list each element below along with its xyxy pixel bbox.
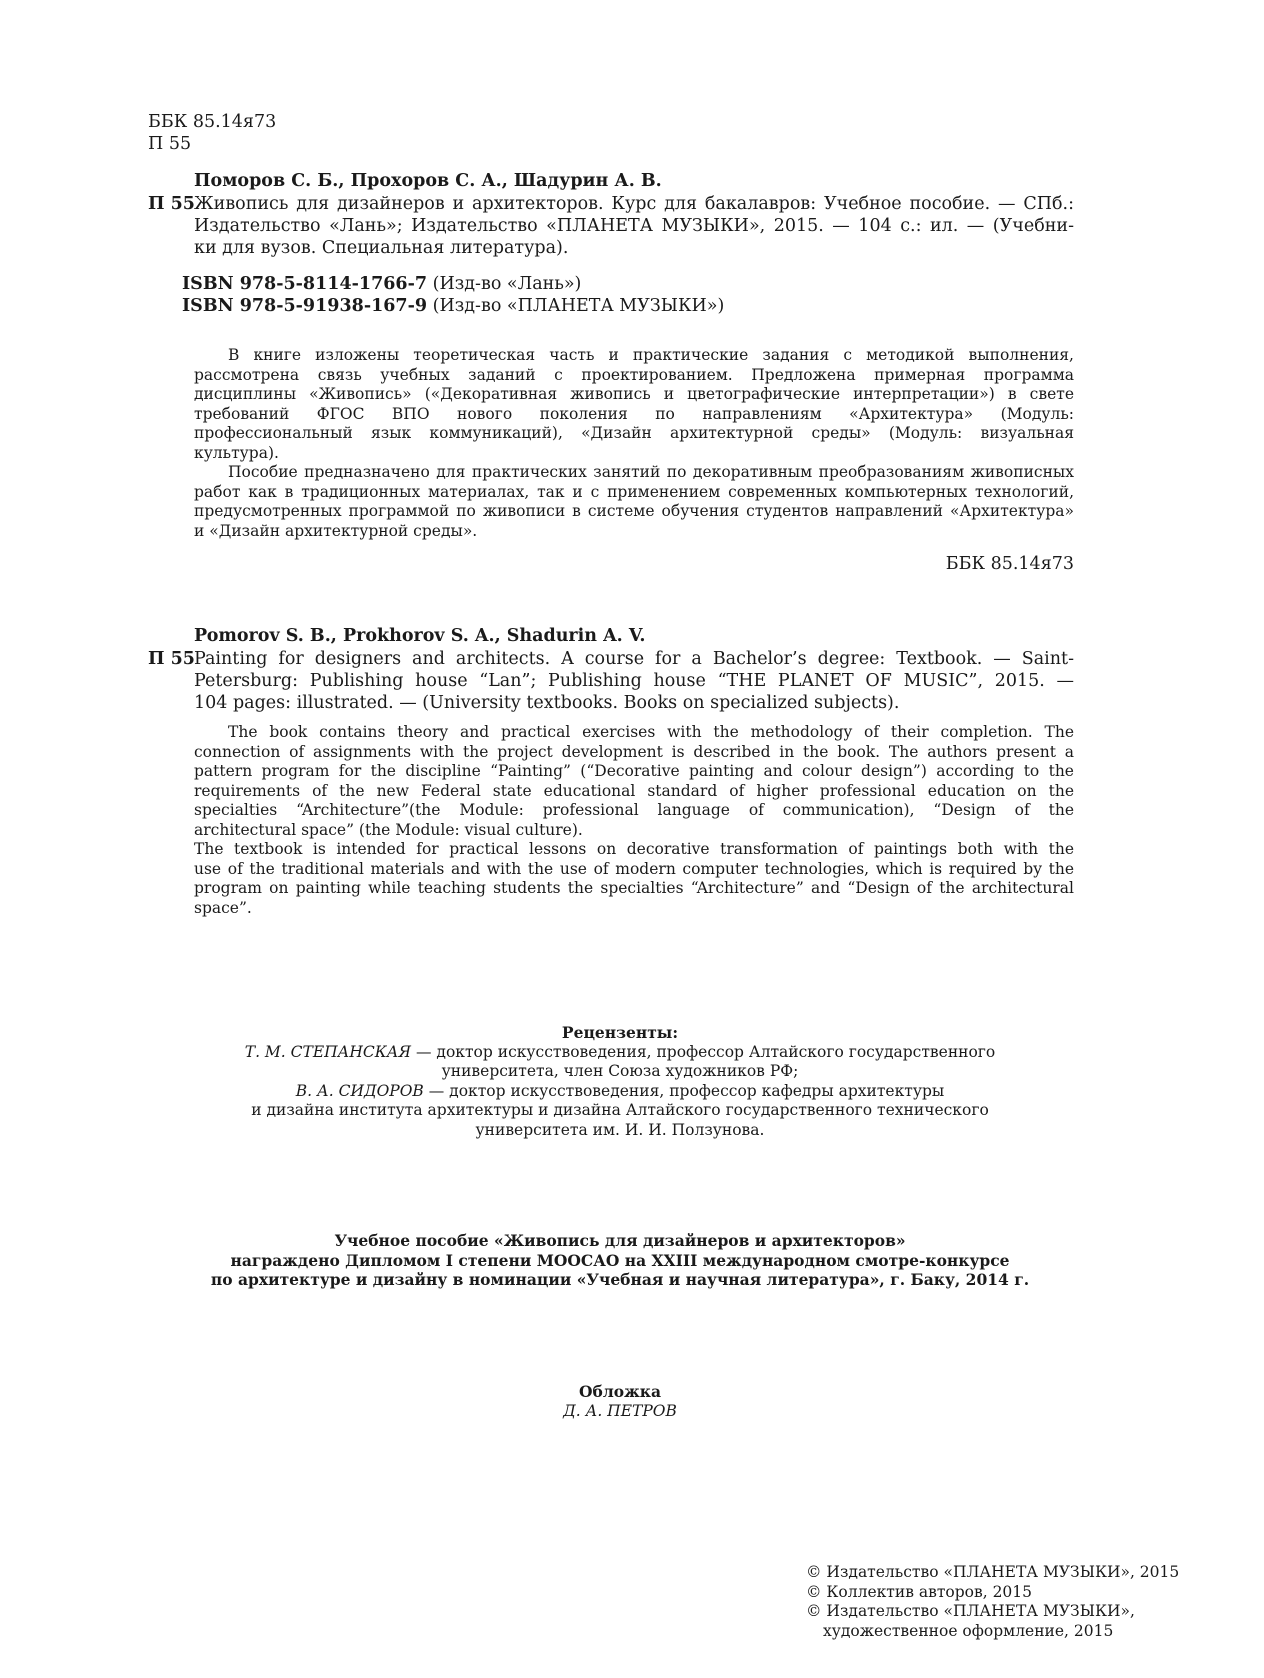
cover-designer: Д. А. ПЕТРОВ xyxy=(563,1401,677,1420)
en-abstract-line: pattern program for the discipline “Painting” (“Decorative painting and colour design”) according to the xyxy=(194,762,1074,780)
copyright-line: © Издательство «ПЛАНЕТА МУЗЫКИ», xyxy=(806,1602,1135,1620)
reviewer-2 xyxy=(160,1082,1080,1102)
cover-heading: Обложка xyxy=(579,1382,661,1401)
award-line: награждено Дипломом I степени МООСАО на XXIII международном смотре-конкурсе xyxy=(230,1250,1010,1270)
isbn-planet-number: ISBN 978-5-91938-167-9 xyxy=(182,296,428,316)
reviewer-1 xyxy=(160,1043,1080,1063)
reviewer-2-line3: университета им. И. И. Ползунова. xyxy=(475,1120,765,1139)
ru-abstract-line: дисциплины «Живопись» («Декоративная живопись и цветографические интерпретации») в свете xyxy=(194,385,1074,403)
ru-title-line: Живопись для дизайнеров и архитекторов. Курс для бакалавров: Учебное пособие. — СПб.: xyxy=(194,194,1074,214)
en-index: П 55 xyxy=(148,649,195,669)
en-authors: Pomorov S. B., Prokhorov S. A., Shadurin A. V. xyxy=(194,626,646,646)
bbk-top: ББК 85.14я73 xyxy=(148,112,277,132)
en-abstract-line: architectural space” (the Module: visual culture). xyxy=(194,820,583,839)
en-abstract-line: The book contains theory and practical exercises with the methodology of their completion. The xyxy=(228,723,1074,741)
cover-block xyxy=(400,1382,840,1421)
reviewers-heading: Рецензенты: xyxy=(561,1023,679,1042)
en-abstract-line: space”. xyxy=(194,898,252,917)
ru-abstract-line: профессиональный язык коммуникаций), «Дизайн архитектурной среды» (Модуль: визуальная xyxy=(194,424,1074,442)
award-block xyxy=(140,1231,1100,1290)
ru-abstract-line: В книге изложены теоретическая часть и практические задания с методикой выполнения, xyxy=(228,346,1074,364)
en-abstract-line: use of the traditional materials and with the use of modern computer technologies, which is required by the xyxy=(194,859,1074,878)
en-title-line: Petersburg: Publishing house “Lan”; Publishing house “THE PLANET OF MUSIC”, 2015. — xyxy=(194,671,1074,691)
award-line: по архитектуре и дизайну в номинации «Учебная и научная литература», г. Баку, 2014 г. xyxy=(210,1270,1030,1289)
copyright-line: © Издательство «ПЛАНЕТА МУЗЫКИ», 2015 xyxy=(806,1563,1180,1581)
ru-index: П 55 xyxy=(148,194,195,214)
isbn-planet-note: (Изд-во «ПЛАНЕТА МУЗЫКИ») xyxy=(432,296,725,316)
ru-abstract-line: предусмотренных программой по живописи в системе обучения студентов направлений «Архитектура» xyxy=(194,502,1074,520)
ru-abstract-line: рассмотрена связь учебных заданий с проектированием. Предложена примерная программа xyxy=(194,365,1074,384)
en-abstract-line: specialties “Architecture”(the Module: professional language of communication), “Design of the xyxy=(194,801,1074,819)
ru-title-line: ки для вузов. Специальная литература). xyxy=(194,238,569,258)
en-abstract-line: requirements of the new Federal state educational standard of higher professional education on the xyxy=(194,781,1074,800)
ru-abstract-line: и «Дизайн архитектурной среды». xyxy=(194,521,478,540)
en-title-line: Painting for designers and architects. A course for a Bachelor’s degree: Textbook. — Saint- xyxy=(194,649,1074,669)
ru-abstract-line: культура). xyxy=(194,443,279,462)
ru-bbk: ББК 85.14я73 xyxy=(945,554,1074,574)
ru-abstract-line: работ как в традиционных материалах, так и с применением современных компьютерных технологий, xyxy=(194,482,1074,501)
reviewers-block xyxy=(160,1023,1080,1140)
isbn-lan xyxy=(182,273,581,295)
copyright-line: © Коллектив авторов, 2015 xyxy=(806,1582,1033,1601)
ru-authors: Поморов С. Б., Прохоров С. А., Шадурин А. В. xyxy=(194,171,662,191)
reviewer-1-text: — доктор искусствоведения, профессор Алтайского государственного xyxy=(411,1042,996,1061)
isbn-planet xyxy=(182,295,724,317)
reviewer-1-name: Т. М. СТЕПАНСКАЯ xyxy=(244,1042,412,1061)
index-top: П 55 xyxy=(148,134,192,154)
reviewer-2-name: В. А. СИДОРОВ xyxy=(295,1081,424,1100)
en-abstract-line: The textbook is intended for practical lessons on decorative transformation of paintings both with the xyxy=(194,840,1074,858)
reviewer-2-text: — доктор искусствоведения, профессор кафедры архитектуры xyxy=(423,1081,945,1100)
isbn-lan-number: ISBN 978-5-8114-1766-7 xyxy=(182,274,428,294)
en-abstract-line: program on painting while teaching students the specialties “Architecture” and “Design of the architectural xyxy=(194,879,1074,897)
isbn-lan-note: (Изд-во «Лань») xyxy=(432,274,582,294)
en-abstract-line: connection of assignments with the project development is described in the book. The authors present a xyxy=(194,742,1074,761)
reviewer-1-line2: университета, член Союза художников РФ; xyxy=(441,1062,799,1080)
reviewer-2-line2: и дизайна института архитектуры и дизайна Алтайского государственного технического xyxy=(251,1101,989,1119)
award-line: Учебное пособие «Живопись для дизайнеров и архитекторов» xyxy=(334,1231,906,1250)
en-title-line: 104 pages: illustrated. — (University textbooks. Books on specialized subjects). xyxy=(194,693,900,713)
ru-abstract-line: Пособие предназначено для практических занятий по декоративным преобразованиям живописных xyxy=(228,463,1074,481)
copyright-line: художественное оформление, 2015 xyxy=(823,1621,1114,1640)
ru-abstract-line: требований ФГОС ВПО нового поколения по направлениям «Архитектура» (Модуль: xyxy=(194,404,1074,423)
ru-title-line: Издательство «Лань»; Издательство «ПЛАНЕТА МУЗЫКИ», 2015. — 104 с.: ил. — (Учебни- xyxy=(194,216,1074,236)
